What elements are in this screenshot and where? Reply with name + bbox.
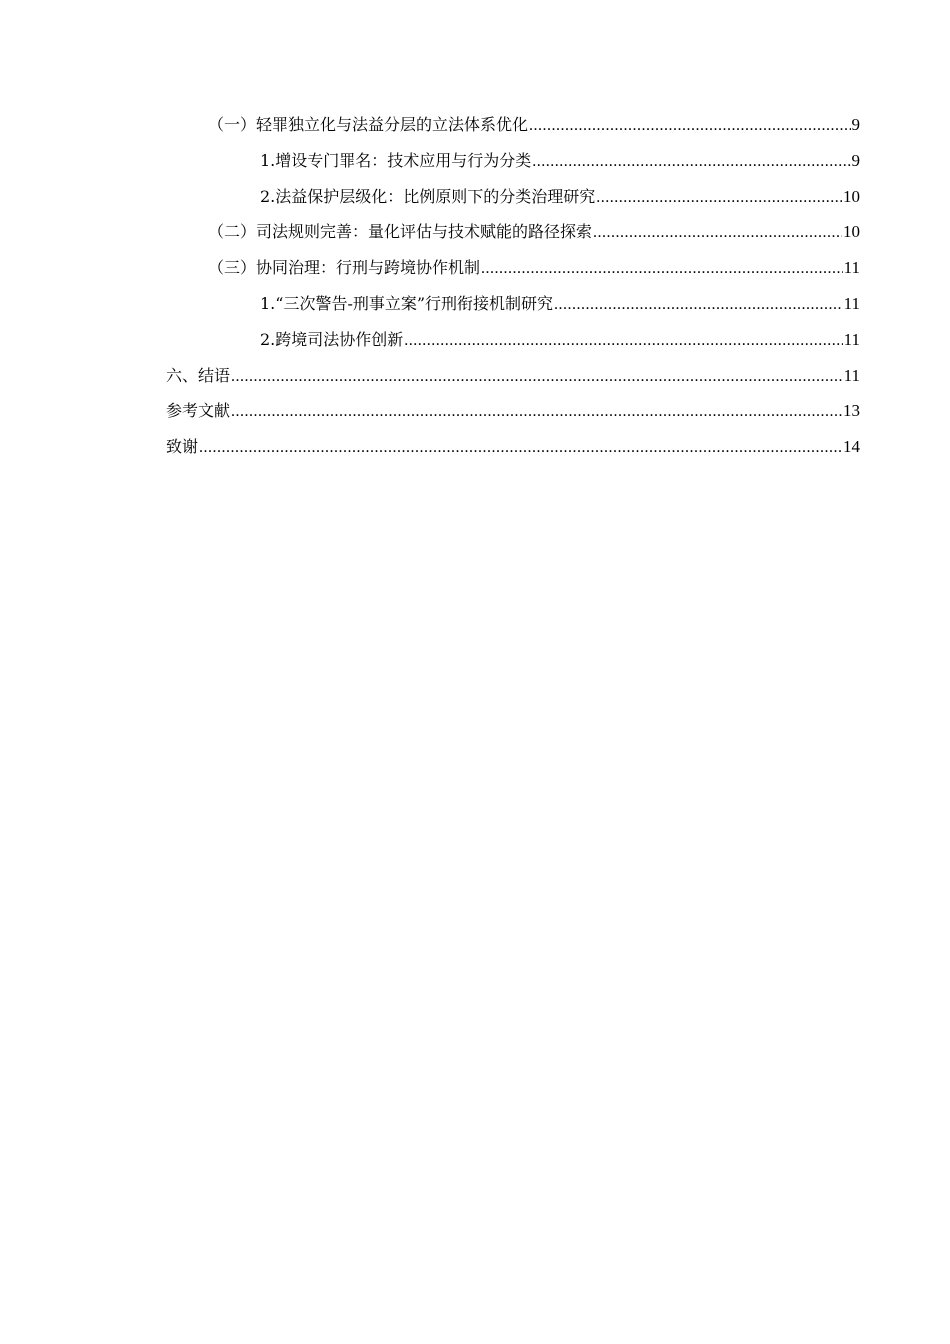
- toc-dot-leader: [532, 153, 850, 171]
- toc-entry-title: 2.法益保护层级化：比例原则下的分类治理研究: [260, 186, 596, 206]
- toc-entry[interactable]: [166, 148, 860, 184]
- toc-entry[interactable]: [166, 112, 860, 148]
- toc-entry-page: 11: [843, 329, 860, 349]
- toc-entry-title: （二）司法规则完善：量化评估与技术赋能的路径探索: [208, 222, 593, 242]
- toc-entry-page: 10: [843, 186, 860, 206]
- toc-entry[interactable]: [166, 184, 860, 220]
- toc-dot-leader: [199, 439, 842, 457]
- toc-entry-title: 参考文献: [166, 401, 231, 421]
- table-of-contents: [166, 112, 860, 470]
- toc-dot-leader: [596, 189, 842, 207]
- toc-entry-title: 2.跨境司法协作创新: [260, 329, 404, 349]
- toc-dot-leader: [231, 368, 843, 386]
- toc-entry-title: 1.“三次警告-刑事立案”行刑衔接机制研究: [260, 293, 554, 313]
- toc-dot-leader: [529, 117, 850, 135]
- toc-entry-page: 11: [843, 293, 860, 313]
- toc-entry-page: 13: [843, 401, 860, 421]
- toc-entry[interactable]: [166, 434, 860, 470]
- toc-entry-page: 11: [843, 365, 860, 385]
- toc-dot-leader: [593, 224, 842, 242]
- toc-dot-leader: [231, 403, 842, 421]
- toc-entry[interactable]: [166, 363, 860, 399]
- toc-entry[interactable]: [166, 291, 860, 327]
- toc-dot-leader: [404, 332, 842, 350]
- toc-entry[interactable]: [166, 219, 860, 255]
- toc-entry-page: 9: [851, 150, 860, 170]
- toc-entry[interactable]: [166, 398, 860, 434]
- toc-entry-page: 11: [843, 258, 860, 278]
- toc-entry-page: 14: [843, 437, 860, 457]
- toc-dot-leader: [554, 296, 843, 314]
- toc-entry-title: （三）协同治理：行刑与跨境协作机制: [208, 258, 481, 278]
- toc-entry-title: 致谢: [166, 437, 199, 457]
- toc-entry-title: 六、结语: [166, 365, 231, 385]
- toc-entry[interactable]: [166, 255, 860, 291]
- toc-dot-leader: [481, 260, 843, 278]
- toc-entry[interactable]: [166, 327, 860, 363]
- toc-entry-title: 1.增设专门罪名：技术应用与行为分类: [260, 150, 532, 170]
- toc-entry-page: 9: [851, 115, 860, 134]
- toc-entry-title: （一）轻罪独立化与法益分层的立法体系优化: [208, 115, 529, 134]
- toc-entry-page: 10: [843, 222, 860, 242]
